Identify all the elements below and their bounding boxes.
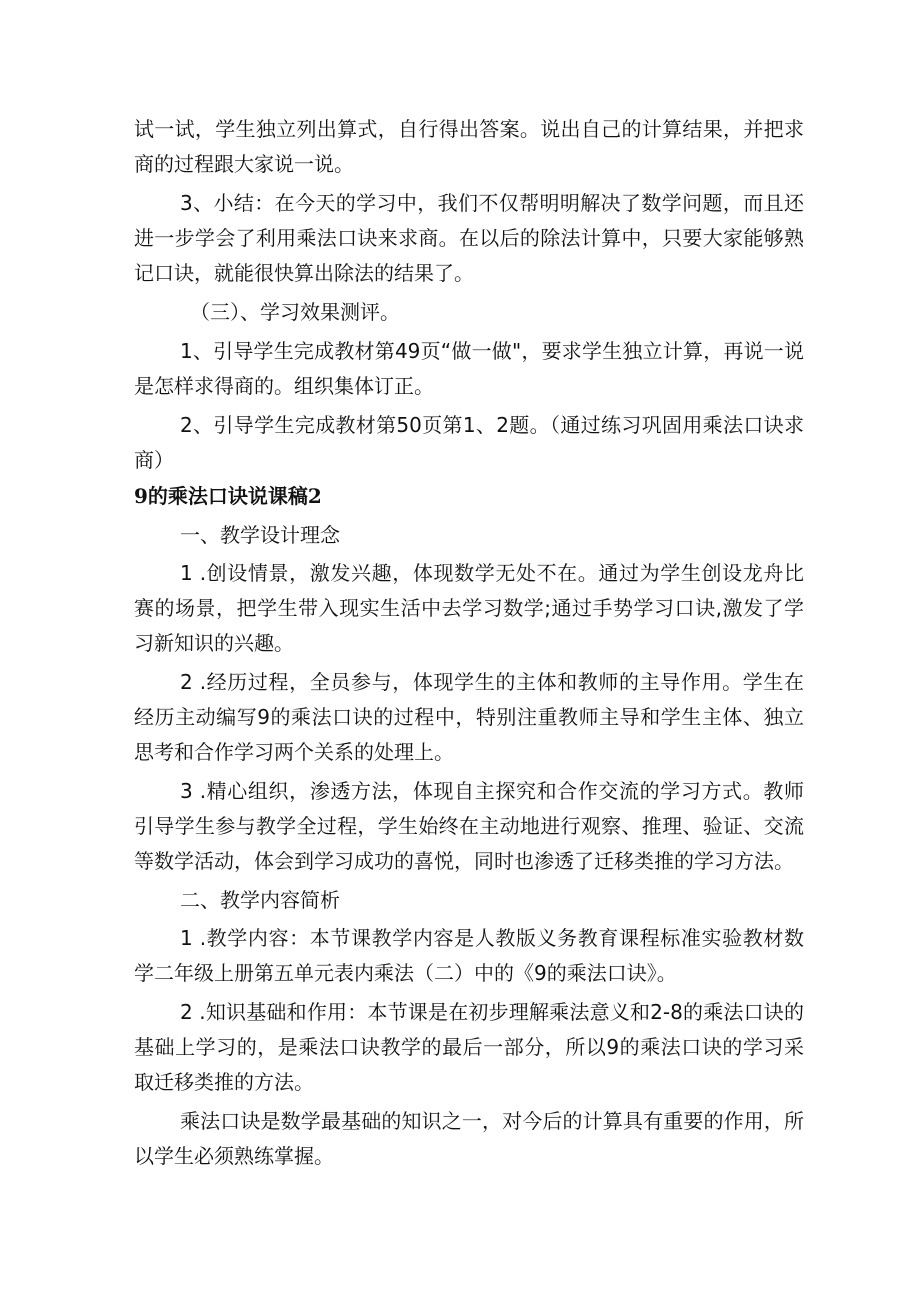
paragraph-assessment-heading: （三）、学习效果测评。: [190, 300, 400, 324]
paragraph-content-2: 2 .知识基础和作用：本节课是在初步理解乘法意义和2-8的乘法口诀的基础上学习的，是乘法口诀教学的最后一部分，所以9的乘法口诀的学习采取迁移类推的方法。: [134, 1000, 804, 1094]
heading-content-analysis: 二、教学内容简析: [180, 888, 340, 912]
heading-design-concept: 一、教学设计理念: [180, 523, 340, 547]
document-body: [134, 112, 804, 1178]
paragraph-design-1: 1 .创设情景，激发兴趣，体现数学无处不在。通过为学生创设龙舟比赛的场景，把学生带入现实生活中去学习数学;通过手势学习口诀,激发了学习新知识的兴趣。: [134, 561, 804, 655]
paragraph-design-3: 3 .精心组织，渗透方法，体现自主探究和合作交流的学习方式。教师引导学生参与教学全过程，学生始终在主动地进行观察、推理、验证、交流等数学活动，体会到学习成功的喜悦，同时也渗透了迁移类推的学习方法。: [134, 779, 804, 873]
section-title: 9的乘法口诀说课稿2: [134, 484, 322, 508]
paragraph-content-1: 1 .教学内容：本节课教学内容是人教版义务教育课程标准实验教材数学二年级上册第五单元表内乘法（二）中的《9的乘法口诀》。: [134, 926, 804, 985]
paragraph-summary: 3、小结：在今天的学习中，我们不仅帮明明解决了数学问题，而且还进一步学会了利用乘法口诀来求商。在以后的除法计算中，只要大家能够熟记口诀，就能很快算出除法的结果了。: [134, 191, 804, 285]
paragraph-design-2: 2 .经历过程，全员参与，体现学生的主体和教师的主导作用。学生在经历主动编写9的乘法口诀的过程中，特别注重教师主导和学生主体、独立思考和合作学习两个关系的处理上。: [134, 670, 804, 764]
paragraph-try-it: 试一试，学生独立列出算式，自行得出答案。说出自己的计算结果，并把求商的过程跟大家说一说。: [134, 117, 804, 176]
paragraph-content-3: 乘法口诀是数学最基础的知识之一，对今后的计算具有重要的作用，所以学生必须熟练掌握。: [134, 1109, 804, 1168]
paragraph-exercise-1: 1、引导学生完成教材第49页“做一做"，要求学生独立计算，再说一说是怎样求得商的。组织集体订正。: [134, 339, 804, 398]
paragraph-exercise-2: 2、引导学生完成教材第50页第1、2题。（通过练习巩固用乘法口诀求商）: [134, 413, 804, 472]
